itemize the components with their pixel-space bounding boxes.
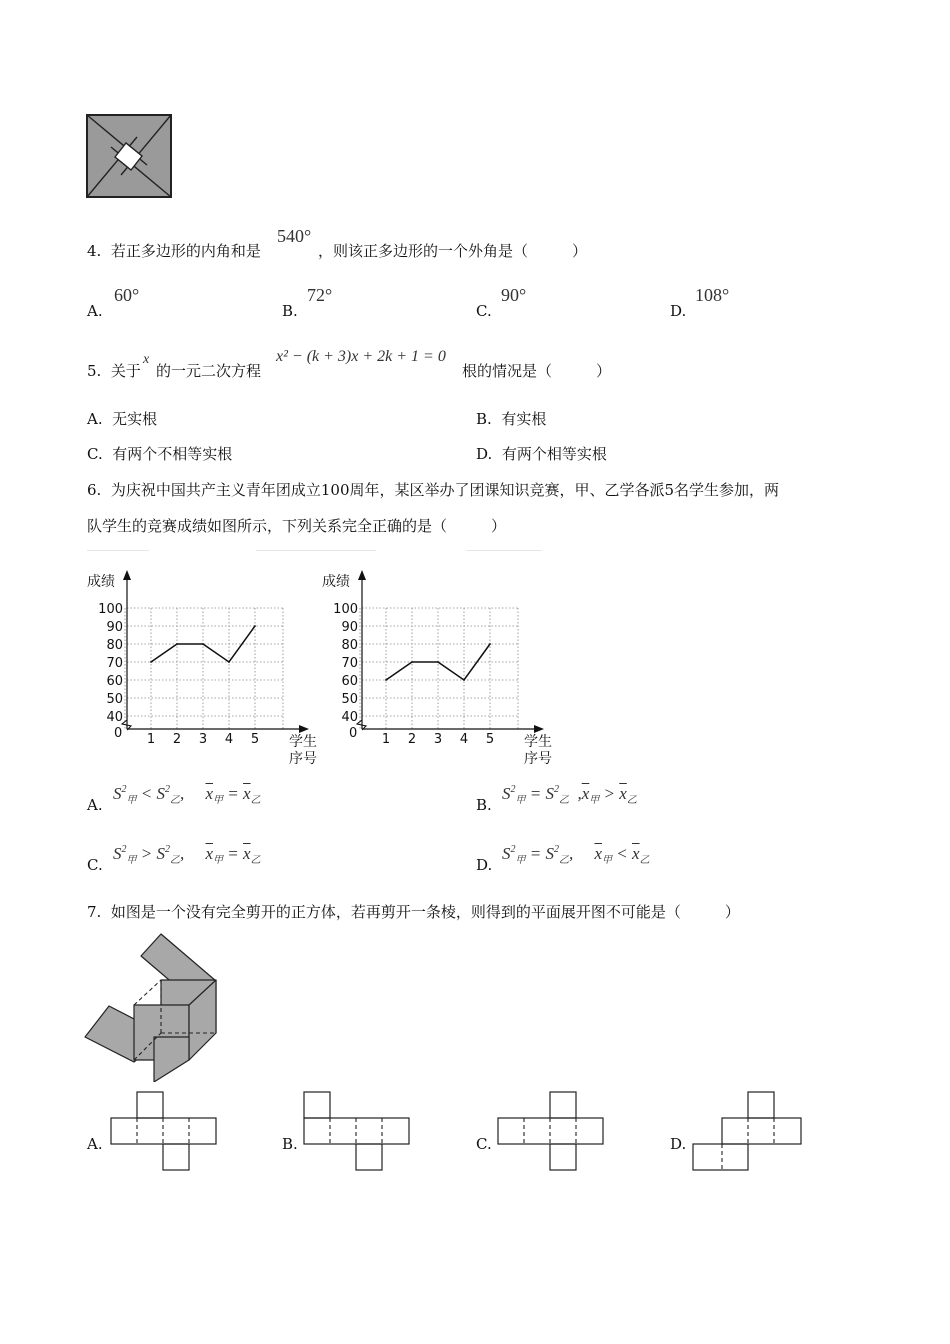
y-axis-label: 成绩 <box>322 574 350 590</box>
y-tick-label: 70 <box>106 656 123 671</box>
sub-jia: 甲 <box>213 795 224 806</box>
sub-yi: 乙 <box>250 795 261 806</box>
q6-option-d-expr: $S^2_甲 = S^2_乙$, $\overline{x}_甲 < \overline{x}_乙$ <box>502 844 650 866</box>
q6-option-b-s-rel: = <box>529 784 542 803</box>
q4-option-a-value: 60° <box>114 285 140 305</box>
q6-line2-text: 队学生的竞赛成绩如图所示，下列关系完全正确的是（ <box>87 517 448 535</box>
x-tick-label: 4 <box>224 732 234 747</box>
q5-close: ） <box>596 362 612 380</box>
x-axis-arrow <box>534 725 544 733</box>
sub-yi: 乙 <box>558 855 569 866</box>
q6-option-a-expr: $S^2_甲 < S^2_乙$, $\overline{x}_甲 = \overline{x}_乙$ <box>113 784 261 806</box>
q7-option-a-letter[interactable]: A. <box>87 1135 103 1153</box>
x-tick-label: 3 <box>198 732 208 747</box>
q4-option-a-letter[interactable]: A. <box>87 302 103 320</box>
faint-rule <box>87 550 149 551</box>
q4-option-b-letter[interactable]: B. <box>282 302 298 320</box>
y-axis-arrow <box>123 570 131 580</box>
y-tick-label: 100 <box>98 602 123 617</box>
q5-text-c: 根的情况是（ <box>462 362 553 380</box>
data-point <box>385 679 387 681</box>
q5-option-d-letter: D. <box>476 445 493 463</box>
q7-stem <box>87 902 740 922</box>
q6-option-a-s-rel: < <box>140 784 153 803</box>
sub-yi: 乙 <box>169 855 180 866</box>
q7-close: ） <box>724 903 740 921</box>
data-point <box>437 661 439 663</box>
sub-yi: 乙 <box>169 795 180 806</box>
y-tick-label: 50 <box>106 692 123 707</box>
q5-option-a-value: 无实根 <box>112 410 158 428</box>
q5-option-b-value: 有实根 <box>501 410 547 428</box>
q7-option-b-letter[interactable]: B. <box>282 1135 298 1153</box>
q4-option-b-value: 72° <box>307 285 333 305</box>
q7-option-d-letter[interactable]: D. <box>670 1135 687 1153</box>
x-tick-label: 1 <box>381 732 391 747</box>
q5-option-c-letter: C. <box>87 445 103 463</box>
q4-option-c-letter[interactable]: C. <box>476 302 492 320</box>
q5-option-d[interactable] <box>476 444 607 464</box>
y-tick-label: 80 <box>106 638 123 653</box>
sub-yi: 乙 <box>639 855 650 866</box>
pinwheel-square-figure <box>86 114 172 198</box>
q5-option-a[interactable] <box>87 409 157 429</box>
q4-close: ） <box>572 242 588 260</box>
score-chart-yi <box>320 568 555 768</box>
x-axis-label-line2: 序号 <box>524 751 552 767</box>
q7-option-d-net[interactable] <box>692 1091 804 1173</box>
q5-text-b: 的一元二次方程 <box>156 362 262 380</box>
origin-label: 0 <box>114 726 123 741</box>
faint-rule <box>256 550 376 551</box>
x-axis-label-line1: 学生 <box>524 734 552 750</box>
sub-jia: 甲 <box>126 855 137 866</box>
q4-stem <box>87 241 261 261</box>
q5-var: x <box>143 352 150 367</box>
y-tick-label: 50 <box>341 692 358 707</box>
sub-yi: 乙 <box>250 855 261 866</box>
sub-yi: 乙 <box>626 795 637 806</box>
q4-option-d-letter[interactable]: D. <box>670 302 687 320</box>
x-tick-label: 1 <box>146 732 156 747</box>
y-tick-label: 40 <box>106 710 123 725</box>
q6-number: 6. <box>87 481 102 499</box>
q6-close: ） <box>491 517 507 535</box>
x-axis-label-line2: 序号 <box>289 751 317 767</box>
data-point <box>150 661 152 663</box>
x-tick-label: 3 <box>433 732 443 747</box>
x-tick-label: 2 <box>172 732 182 747</box>
y-tick-label: 80 <box>341 638 358 653</box>
q4-text-after: ，则该正多边形的一个外角是（ <box>318 242 529 260</box>
q5-stem-tail <box>462 361 611 381</box>
data-point <box>489 643 491 645</box>
y-tick-label: 60 <box>341 674 358 689</box>
q4-option-d-value: 108° <box>695 285 730 305</box>
q7-text: 如图是一个没有完全剪开的正方体，若再剪开一条棱，则得到的平面展开图不可能是（ <box>110 903 681 921</box>
q7-option-b-net[interactable] <box>303 1091 413 1173</box>
data-point <box>176 643 178 645</box>
q5-option-c[interactable] <box>87 444 232 464</box>
q5-option-c-value: 有两个不相等实根 <box>112 445 233 463</box>
q5-stem <box>87 361 141 381</box>
y-axis-arrow <box>358 570 366 580</box>
q6-option-b-x-rel: > <box>603 784 616 803</box>
y-tick-label: 40 <box>341 710 358 725</box>
q5-option-a-letter: A. <box>87 410 103 428</box>
x-tick-label: 5 <box>485 732 495 747</box>
x-tick-label: 4 <box>459 732 469 747</box>
q7-option-a-net[interactable] <box>110 1091 220 1173</box>
sub-jia: 甲 <box>213 855 224 866</box>
sub-jia: 甲 <box>602 855 613 866</box>
sub-jia: 甲 <box>515 855 526 866</box>
x-axis-arrow <box>299 725 309 733</box>
q6-line1 <box>87 480 779 500</box>
q7-option-c-net[interactable] <box>497 1091 607 1173</box>
q6-option-b-expr: $S^2_甲 = S^2_乙$ $,\overline{x}_甲 > \overline{x}_乙$ <box>502 784 637 806</box>
q6-option-c-x-rel: = <box>227 844 239 863</box>
q5-option-b-letter: B. <box>476 410 492 428</box>
y-tick-label: 60 <box>106 674 123 689</box>
x-axis-label-line1: 学生 <box>289 734 317 750</box>
data-point <box>228 661 230 663</box>
origin-label: 0 <box>349 726 358 741</box>
data-point <box>202 643 204 645</box>
q6-line2 <box>87 516 506 536</box>
y-tick-label: 100 <box>333 602 358 617</box>
y-tick-label: 70 <box>341 656 358 671</box>
data-point <box>254 625 256 627</box>
q6-option-c-s-rel: > <box>140 844 153 863</box>
q5-option-d-value: 有两个相等实根 <box>501 445 607 463</box>
x-tick-label: 2 <box>407 732 417 747</box>
sub-yi: 乙 <box>558 795 569 806</box>
q5-text-a: 关于 <box>110 362 141 380</box>
y-axis-label: 成绩 <box>87 574 115 590</box>
q4-number: 4. <box>87 242 102 260</box>
q6-option-d-s-rel: = <box>529 844 542 863</box>
sub-jia: 甲 <box>589 795 600 806</box>
q7-option-c-letter[interactable]: C. <box>476 1135 492 1153</box>
q4-stem-tail <box>318 241 587 261</box>
data-point <box>411 661 413 663</box>
q5-number: 5. <box>87 362 102 380</box>
sub-jia: 甲 <box>515 795 526 806</box>
q6-option-a-x-rel: = <box>227 784 239 803</box>
data-point <box>463 679 465 681</box>
q6-option-b-letter: B. <box>476 796 492 814</box>
x-tick-label: 5 <box>250 732 260 747</box>
q6-option-d-x-rel: < <box>616 844 628 863</box>
q4-angle: 540° <box>277 226 312 246</box>
q5-equation: x² − (k + 3)x + 2k + 1 = 0 <box>276 348 446 365</box>
q4-option-c-value: 90° <box>501 285 527 305</box>
q5-option-b[interactable] <box>476 409 546 429</box>
y-tick-label: 90 <box>106 620 123 635</box>
q7-number: 7. <box>87 903 102 921</box>
faint-rule <box>466 550 542 551</box>
sub-jia: 甲 <box>126 795 137 806</box>
q6-line1-text: 为庆祝中国共产主义青年团成立100周年，某区举办了团课知识竞赛，甲、乙学各派5名学生参加，两 <box>110 481 780 499</box>
q6-option-a-letter: A. <box>87 796 103 814</box>
partially-cut-cube-figure <box>84 932 220 1082</box>
q6-option-c-expr: $S^2_甲 > S^2_乙$, $\overline{x}_甲 = \overline{x}_乙$ <box>113 844 261 866</box>
y-tick-label: 90 <box>341 620 358 635</box>
q6-option-d-letter: D. <box>476 856 493 874</box>
score-chart-jia <box>85 568 320 768</box>
q4-text-before: 若正多边形的内角和是 <box>110 242 261 260</box>
q6-option-c-letter: C. <box>87 856 103 874</box>
